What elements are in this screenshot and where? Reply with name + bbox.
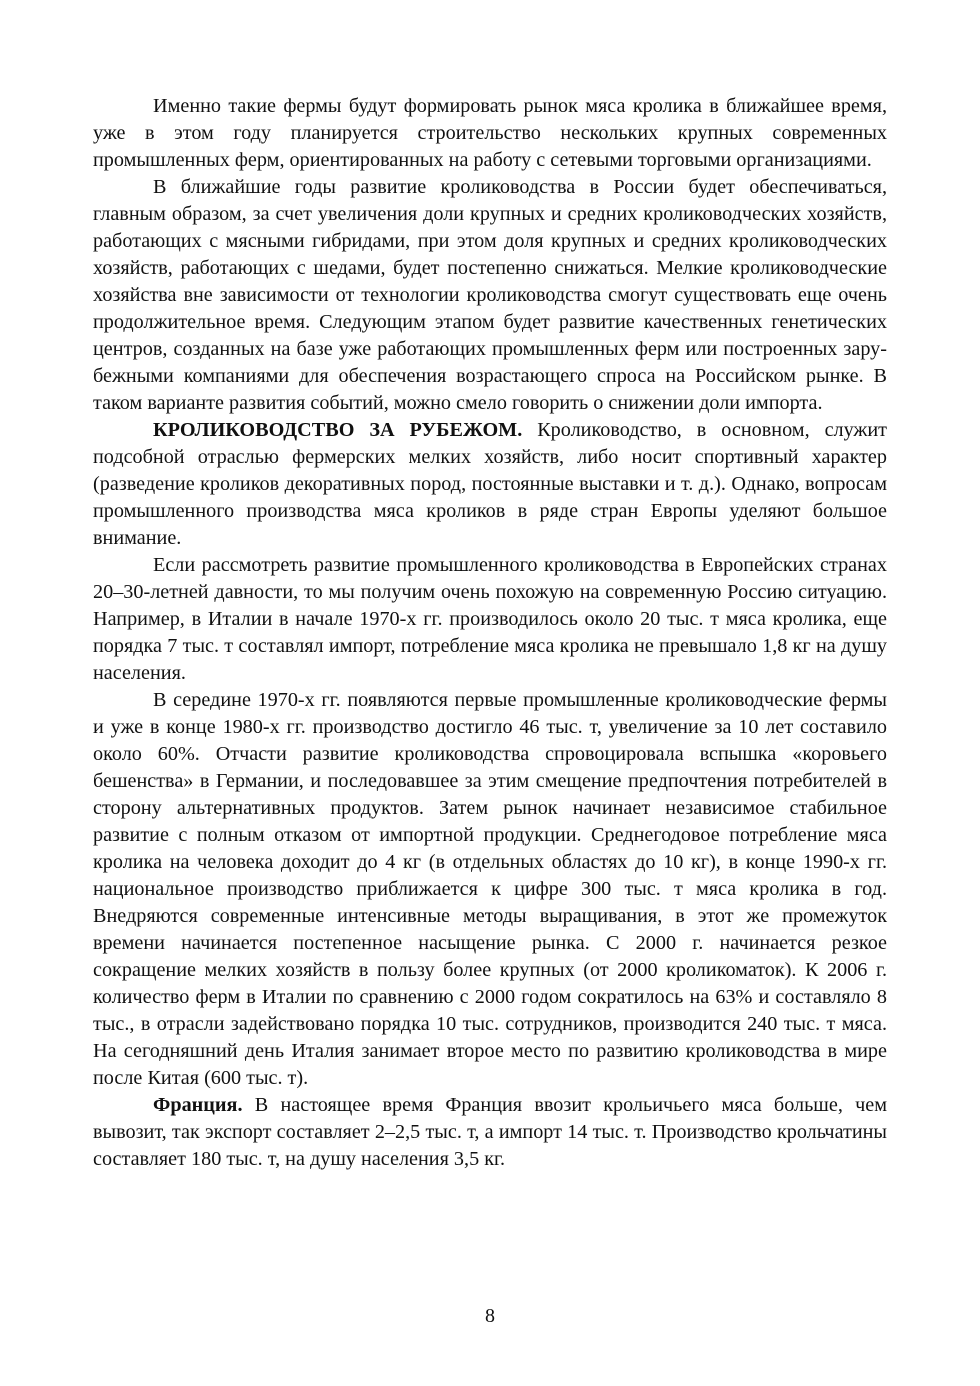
paragraph-5 xyxy=(93,687,887,1092)
paragraph-2 xyxy=(93,174,887,417)
paragraph-6 xyxy=(93,1092,887,1173)
document-page xyxy=(93,93,887,1173)
page-number: 8 xyxy=(485,1305,495,1327)
section-heading-abroad: КРОЛИКОВОДСТВО ЗА РУБЕЖОМ. xyxy=(153,419,523,441)
paragraph-4 xyxy=(93,552,887,687)
paragraph-3-text: Кролиководство, в основном, служит подсобной отраслью фермерских мелких хозяйств, либо носит спортивный характер (разведение кроликов декоративных пород, постоянные выставки и т. д.). Однако, вопросам промышленного производства мяса кроликов в ряде стран Европы уделяют большое внимание. xyxy=(93,419,888,549)
paragraph-4-text: Если рассмотреть развитие промышленного кролиководства в Европейских странах 20–30-летней давности, то мы получим очень похожую на современную Россию ситуацию. Например, в Италии в начале 1970-х гг. производилось около 20 тыс. т мяса кролика, еще порядка 7 тыс. т составлял импорт, потребление мяса кролика не превышало 1,8 кг на душу населения. xyxy=(93,554,887,684)
paragraph-6-text: В настоящее время Франция ввозит крольичьего мяса больше, чем вывозит, так экспорт составляет 2–2,5 тыс. т, а импорт 14 тыс. т. Производство крольчатины составляет 180 тыс. т, на душу населения 3,5 кг. xyxy=(93,1094,887,1170)
section-heading-france: Франция. xyxy=(153,1094,243,1116)
paragraph-3 xyxy=(93,417,887,552)
paragraph-5-text: В середине 1970-х гг. появляются первые промышленные кролиководческие фермы и уже в конце 1980-х гг. производство достигло 46 тыс. т, увеличение за 10 лет составило около 60%. Отчасти развитие кролиководства спровоцировала вспышка «коровьего бешенства» в Германии, и последовавшее за этим смещение предпочтения потребителей в сторону альтернативных продуктов. Затем рынок начинает независимое стабильное развитие с полным отказом от импортной продукции. Среднегодовое потребление мяса кролика на человека доходит до 4 кг (в отдельных областях до 10 кг), в конце 1990-х гг. национальное производство приближается к цифре 300 тыс. т мяса кролика в год. Внедряются современные интенсивные методы выращивания, в этот же промежуток времени начинается постепенное насыщение рынка. С 2000 г. начинается резкое сокращение мелких хозяйств в пользу более крупных (от 2000 кроликоматок). К 2006 г. количество ферм в Италии по сравнению с 2000 годом сократилось на 63% и составляло 8 тыс., в отрасли задействовано порядка 10 тыс. сотрудников, производится 240 тыс. т мяса. На сегодняшний день Италия занимает второе место по развитию кролиководства в мире после Китая (600 тыс. т). xyxy=(93,689,887,1089)
paragraph-1-text: Именно такие фермы будут формировать рынок мяса кролика в ближайшее время, уже в этом году планируется строительство нескольких крупных современных промышленных ферм, ориентированных на работу с сетевыми торговыми организациями. xyxy=(93,95,887,171)
paragraph-1 xyxy=(93,93,887,174)
paragraph-2-text: В ближайшие годы развитие кролиководства в России будет обеспечиваться, главным образом, за счет увеличения доли крупных и средних кролиководческих хозяйств, работающих с мясными гибридами, при этом доля крупных и средних кролиководческих хозяйств, работающих с шедами, будет постепенно снижаться. Мелкие кролиководческие хозяйства вне зависимости от технологии кролиководства смогут существовать еще очень продолжительное время. Следующим этапом будет развитие качественных генетических центров, созданных на базе уже работающих промышленных ферм или построенных зарубежными компаниями для обеспечения возрастающего спроса на Российском рынке. В таком варианте развития событий, можно смело говорить о снижении доли импорта. xyxy=(93,176,887,414)
